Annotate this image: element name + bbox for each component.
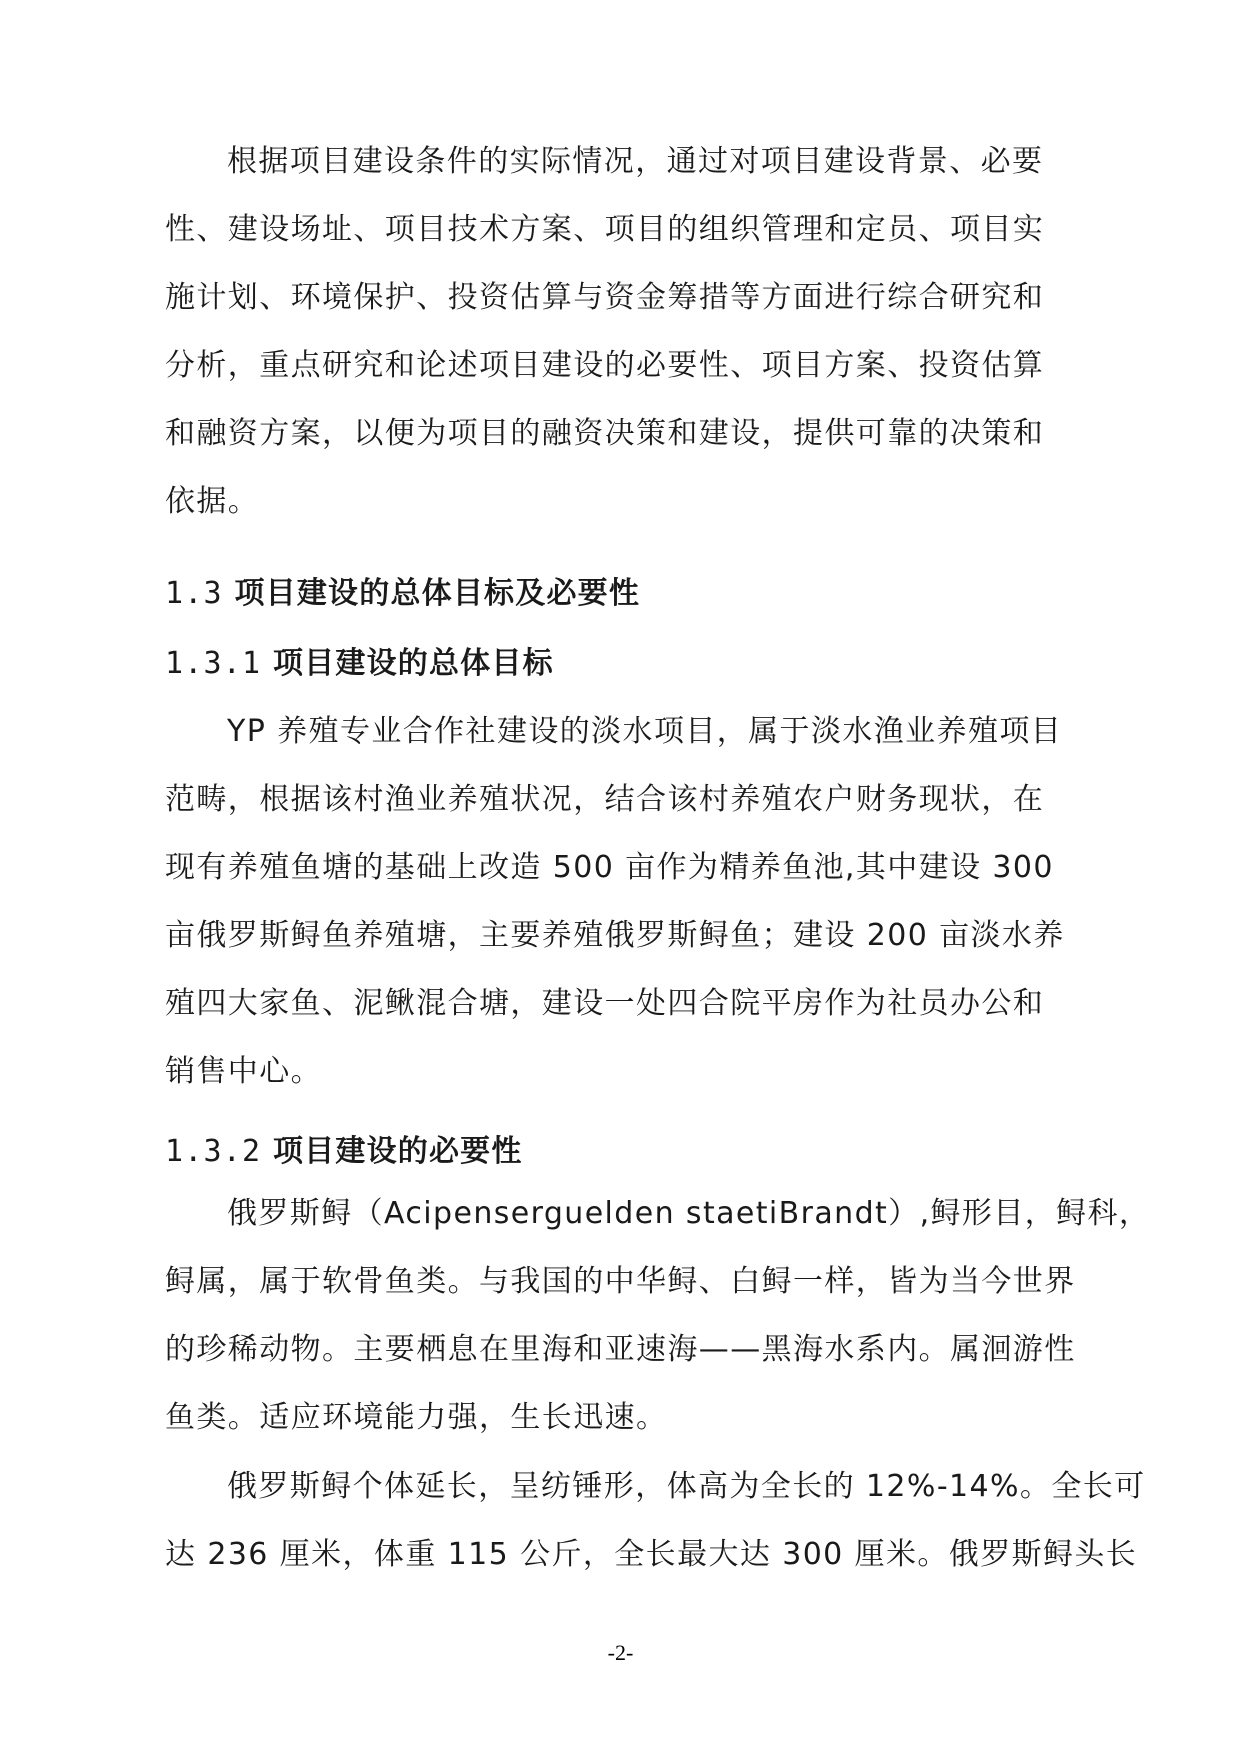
necessity-line: 鱼类。适应环境能力强，生长迅速。	[165, 1400, 668, 1435]
necessity-line: 鲟属，属于软骨鱼类。与我国的中华鲟、白鲟一样，皆为当今世界	[165, 1264, 1076, 1299]
intro-line: 分析，重点研究和论述项目建设的必要性、项目方案、投资估算	[165, 348, 1045, 383]
goal-line: 现有养殖鱼塘的基础上改造 500 亩作为精养鱼池,其中建设 300	[165, 850, 1054, 885]
goal-line: 范畴，根据该村渔业养殖状况，结合该村养殖农户财务现状，在	[165, 782, 1045, 817]
goal-line: 殖四大家鱼、泥鳅混合塘，建设一处四合院平房作为社员办公和	[165, 986, 1045, 1021]
necessity-paragraph-2	[165, 1453, 1146, 1589]
goal-paragraph	[165, 698, 1085, 1106]
section-heading-1-3-1	[165, 634, 1085, 694]
intro-line: 根据项目建设条件的实际情况，通过对项目建设背景、必要	[227, 144, 1044, 179]
necessity-line: 的珍稀动物。主要栖息在里海和亚速海——黑海水系内。属洄游性	[165, 1332, 1076, 1367]
necessity-line: 俄罗斯鲟个体延长，呈纺锤形，体高为全长的 12%-14%。全长可	[227, 1469, 1146, 1504]
goal-line: YP 养殖专业合作社建设的淡水项目，属于淡水渔业养殖项目	[227, 714, 1063, 749]
section-heading-1-3-2	[165, 1122, 1085, 1182]
section-title: 项目建设的总体目标及必要性	[234, 576, 641, 611]
intro-line: 施计划、环境保护、投资估算与资金筹措等方面进行综合研究和	[165, 280, 1045, 315]
goal-line: 亩俄罗斯鲟鱼养殖塘，主要养殖俄罗斯鲟鱼；建设 200 亩淡水养	[165, 918, 1065, 953]
necessity-line: 达 236 厘米，体重 115 公斤，全长最大达 300 厘米。俄罗斯鲟头长	[165, 1537, 1138, 1572]
intro-paragraph	[165, 128, 1085, 536]
intro-line: 性、建设场址、项目技术方案、项目的组织管理和定员、项目实	[165, 212, 1045, 247]
intro-line: 依据。	[165, 484, 260, 519]
section-heading-1-3	[165, 564, 1085, 624]
section-title: 项目建设的总体目标	[272, 646, 554, 681]
necessity-line: 俄罗斯鲟（Acipenserguelden staetiBrandt）,鲟形目，鲟科，	[227, 1196, 1151, 1231]
page-number: -2-	[607, 1640, 634, 1665]
necessity-paragraph-1	[165, 1180, 1151, 1452]
intro-line: 和融资方案，以便为项目的融资决策和建设，提供可靠的决策和	[165, 416, 1045, 451]
section-number: 1.3	[165, 576, 223, 611]
goal-line: 销售中心。	[165, 1054, 322, 1089]
section-number: 1.3.1	[165, 646, 262, 681]
section-title: 项目建设的必要性	[272, 1134, 523, 1169]
section-number: 1.3.2	[165, 1134, 262, 1169]
